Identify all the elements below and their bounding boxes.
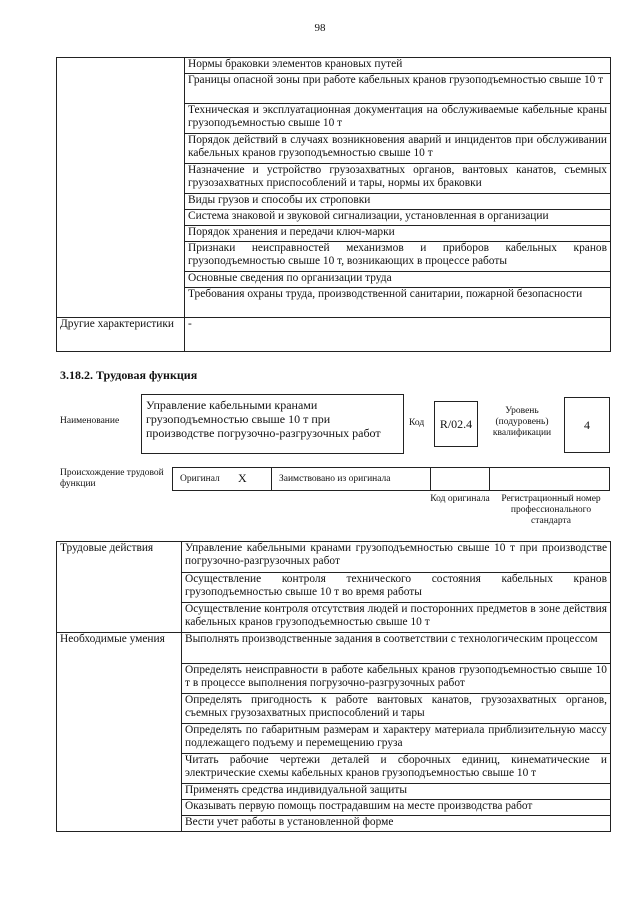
knowledge-row: Порядок хранения и передачи ключ-марки [185, 226, 611, 242]
origin-divider [430, 467, 431, 491]
borrowed-label: Заимствовано из оригинала [279, 474, 391, 484]
level-value: 4 [584, 417, 590, 432]
origin-divider [271, 467, 272, 491]
knowledge-row: Признаки неисправностей механизмов и приборов кабельных кранов грузоподъемностью свыше 10 т, возникающих в процессе работы [185, 242, 611, 272]
skill-row: Применять средства индивидуальной защиты [182, 784, 611, 800]
knowledge-row: Назначение и устройство грузозахватных органов, вантовых канатов, съемных грузозахватных приспособлений и тары, нормы их браковки [185, 164, 611, 194]
code-value: R/02.4 [439, 416, 473, 431]
knowledge-row: Система знаковой и звуковой сигнализации, установленная в организации [185, 210, 611, 226]
original-label: Оригинал [180, 474, 220, 484]
name-label: Наименование [60, 416, 120, 426]
code-value-box [434, 401, 478, 447]
skill-row: Определять пригодность к работе вантовых канатов, грузозахватных органов, съемных грузозахватных приспособлений и тары [182, 694, 611, 724]
skill-row: Определять неисправности в работе кабельных кранов грузоподъемностью свыше 10 т в процессе выполнения погрузочно-разгрузочных работ [182, 664, 611, 694]
original-code-caption: Код оригинала [430, 494, 490, 504]
code-label: Код [409, 418, 425, 428]
other-characteristics-label: Другие характеристики [57, 318, 185, 352]
origin-label: Происхождение трудовой функции [60, 468, 164, 489]
skill-row: Выполнять производственные задания в соответствии с технологическим процессом [182, 633, 611, 664]
knowledge-row: Требования охраны труда, производственной санитарии, пожарной безопасности [185, 288, 611, 318]
knowledge-row: Виды грузов и способы их строповки [185, 194, 611, 210]
functions-table [56, 541, 611, 832]
labor-action-row: Осуществление контроля технического состояния кабельных кранов грузоподъемностью свыше 10 т во время работы [182, 573, 611, 603]
other-characteristics-value: - [185, 318, 611, 352]
knowledge-row: Основные сведения по организации труда [185, 272, 611, 288]
skills-label: Необходимые умения [57, 633, 182, 832]
knowledge-row: Границы опасной зоны при работе кабельных кранов грузоподъемностью свыше 10 т [185, 74, 611, 104]
skill-row: Вести учет работы в установленной форме [182, 816, 611, 832]
page-number: 98 [314, 22, 326, 34]
level-value-box [564, 397, 610, 453]
labor-action-row: Осуществление контроля отсутствия людей и посторонних предметов в зоне действия кабельных кранов грузоподъемностью свыше 10 т [182, 603, 611, 633]
knowledge-row: Нормы браковки элементов крановых путей [185, 58, 611, 74]
labor-actions-label: Трудовые действия [57, 542, 182, 633]
function-name-box: Управление кабельными кранами грузоподъемностью свыше 10 т при производстве погрузочно-разгрузочных работ [141, 394, 404, 454]
original-mark: X [238, 471, 247, 485]
empty-left-cell [57, 58, 185, 318]
skill-row: Читать рабочие чертежи деталей и сборочных единиц, кинематические и электрические схемы кабельных кранов грузоподъемностью свыше 10 т [182, 754, 611, 784]
skill-row: Определять по габаритным размерам и характеру материала приблизительную массу подлежащего подъему и перемещению груза [182, 724, 611, 754]
knowledge-row: Порядок действий в случаях возникновения аварий и инцидентов при обслуживании кабельных кранов грузоподъемностью свыше 10 т [185, 134, 611, 164]
labor-action-row: Управление кабельными кранами грузоподъемностью свыше 10 т при производстве погрузочно-разгрузочных работ [182, 542, 611, 573]
knowledge-row: Техническая и эксплуатационная документация на обслуживаемые кабельные краны грузоподъемностью свыше 10 т [185, 104, 611, 134]
registration-number-caption: Регистрационный номер профессионального стандарта [501, 494, 601, 526]
section-title: 3.18.2. Трудовая функция [60, 368, 198, 382]
skill-row: Оказывать первую помощь пострадавшим на месте производства работ [182, 800, 611, 816]
origin-divider [489, 467, 490, 491]
knowledge-table [56, 57, 611, 352]
level-label: Уровень (подуровень) квалификации [492, 406, 552, 438]
